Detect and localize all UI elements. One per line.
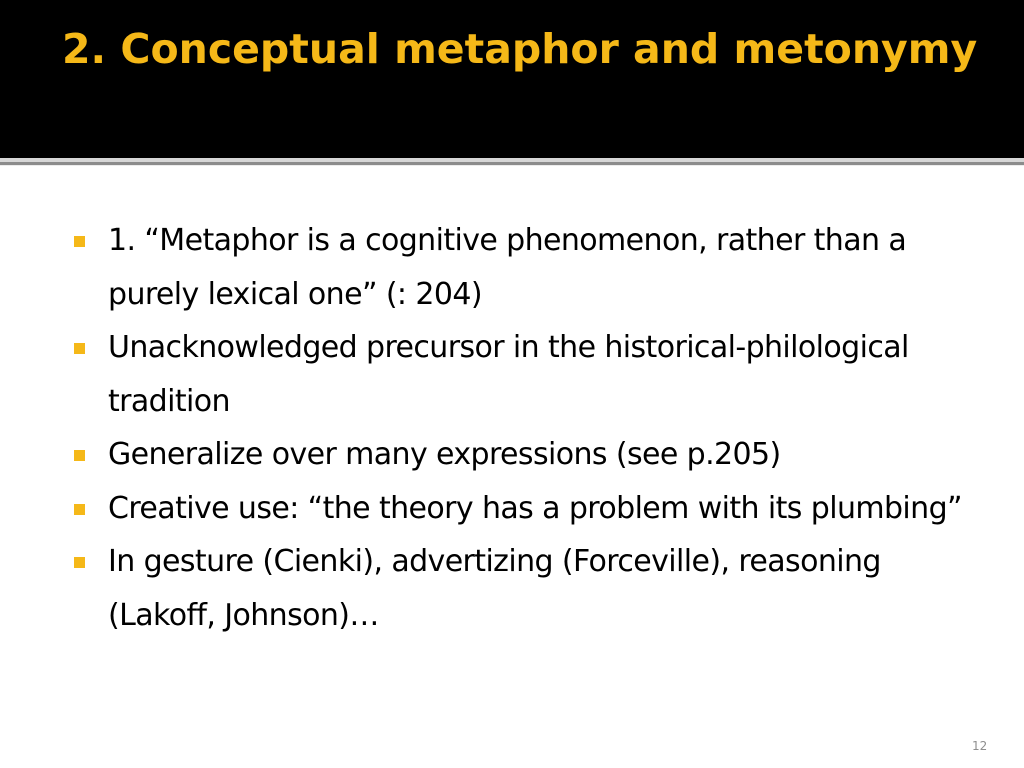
bullet-item [74, 482, 974, 536]
bullet-text: In gesture (Cienki), advertizing (Forceville), reasoning (Lakoff, Johnson)… [108, 544, 881, 633]
title-bar [0, 0, 1024, 158]
square-bullet-icon [74, 504, 85, 515]
bullet-text: Creative use: “the theory has a problem with its plumbing” [108, 490, 962, 526]
bullet-item [74, 428, 974, 482]
bullet-list [74, 214, 974, 642]
square-bullet-icon [74, 343, 85, 354]
square-bullet-icon [74, 236, 85, 247]
bullet-text: Unacknowledged precursor in the historical-philological tradition [108, 330, 909, 419]
bullet-item [74, 321, 974, 428]
bullet-text: 1. “Metaphor is a cognitive phenomenon, rather than a purely lexical one” (: 204) [108, 223, 907, 312]
bullet-text: Generalize over many expressions (see p.205) [108, 437, 781, 472]
title-separator-thin [0, 165, 1024, 166]
slide-number: 12 [972, 739, 988, 753]
bullet-item [74, 535, 974, 642]
square-bullet-icon [74, 450, 85, 461]
square-bullet-icon [74, 557, 85, 568]
bullet-item [74, 214, 974, 321]
slide-title: 2. Conceptual metaphor and metonymy [62, 25, 978, 73]
